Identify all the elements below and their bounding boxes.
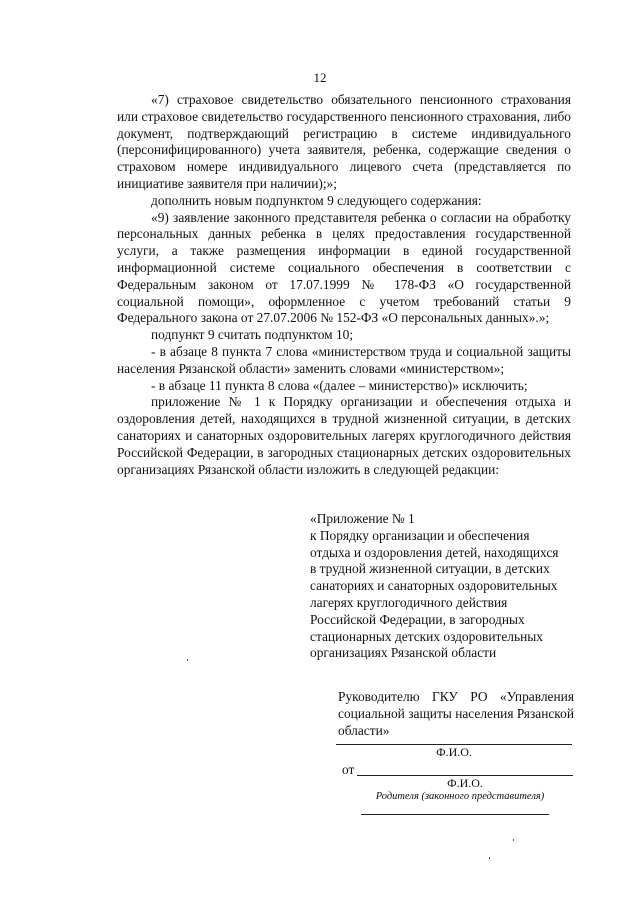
appendix-line: к Порядку организации и обеспечения — [310, 527, 530, 543]
paragraph-item-7: «7) страховое свидетельство обязательного пенсионного страхования или страховое свидетельство государственного пенсионного страхования, либо документ, подтверждающий регистрацию в системе индивидуального (персонифицированного) учета заявителя, ребенка, содержащие сведения о страховом номере индивидуального лицевого счета (представляется по инициативе заявителя при наличии);»; — [117, 92, 571, 191]
paragraph-item-9: «9) заявление законного представителя ребенка о согласии на обработку персональных данных ребенка в целях предоставления государственной услуги, а также размещения информации в единой государственной информационной системе социального обеспечения в соответствии с Федеральным законом от 17.07.1999 № 178-ФЗ «О государственной социальной помощи», оформленное с учетом требований статьи 9 Федерального закона от 27.07.2006 № 152-ФЗ «О персональных данных».»; — [117, 209, 571, 326]
applicant-caption: Родителя (законного представителя) — [375, 791, 545, 802]
appendix-line: в трудной жизненной ситуации, в детских — [310, 561, 550, 577]
appendix-header — [310, 511, 580, 662]
appendix-line: санаториях и санаторных оздоровительных — [310, 578, 558, 594]
fio-caption-2: Ф.И.О. — [447, 776, 483, 790]
paragraph-add-subitem: дополнить новым подпунктом 9 следующего содержания: — [151, 192, 482, 208]
appendix-line: стационарных детских оздоровительных — [310, 628, 543, 644]
appendix-line: отдыха и оздоровления детей, находящихся — [310, 544, 559, 560]
scan-speck — [513, 839, 514, 841]
document-body — [117, 92, 571, 478]
appendix-line: «Приложение № 1 — [310, 511, 415, 526]
fio-caption-1: Ф.И.О. — [436, 745, 472, 759]
paragraph-appendix-intro: приложение № 1 к Порядку организации и обеспечения отдыха и оздоровления детей, находящихся в трудной жизненной ситуации, в детских санаториях и санаторных оздоровительных лагерях круглогодичного действия Российской Федерации, в загородных стационарных детских оздоровительных организациях Рязанской области изложить в следующей редакции: — [117, 394, 571, 477]
page-number: 12 — [313, 70, 327, 85]
scan-speck — [489, 857, 490, 859]
scan-speck — [187, 659, 188, 661]
signature-line — [361, 814, 549, 815]
recipient-block: Руководителю ГКУ РО «Управления социальной защиты населения Рязанской области» — [338, 689, 574, 738]
appendix-line: Российской Федерации, в загородных — [310, 611, 525, 627]
appendix-line: организациях Рязанской области — [310, 645, 497, 661]
paragraph-renumber: подпункт 9 считать подпунктом 10; — [151, 327, 354, 343]
paragraph-amend-7: - в абзаце 8 пункта 7 слова «министерством труда и социальной защиты населения Рязанской области» заменить словами «министерством»; — [117, 343, 571, 376]
appendix-line: лагерях круглогодичного действия — [310, 594, 508, 610]
paragraph-amend-8: - в абзаце 11 пункта 8 слова «(далее – министерство)» исключить; — [151, 377, 528, 393]
from-label: от — [342, 762, 355, 777]
